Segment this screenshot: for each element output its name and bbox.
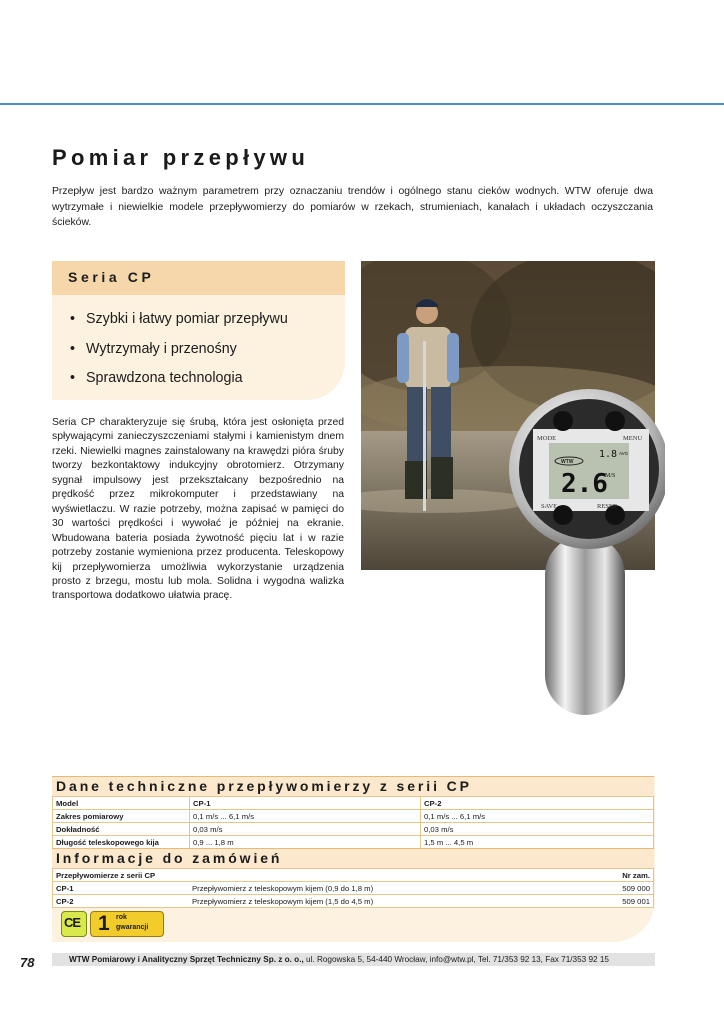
table-row: Zakres pomiarowy 0,1 m/s ... 6,1 m/s 0,1 m/s ... 6,1 m/s (53, 810, 654, 823)
table-header-row: Model CP-1 CP-2 (53, 797, 654, 810)
reset-label: RESET (597, 503, 617, 510)
menu-label: MENU (623, 435, 643, 442)
flowmeter-device (505, 385, 665, 715)
feature-item: • Sprawdzona technologia (70, 370, 243, 386)
main-value: 2.6 (561, 469, 608, 499)
feature-item: • Wytrzymały i przenośny (70, 340, 237, 357)
mode-label: MODE (537, 435, 557, 442)
order-heading: Informacje do zamówień (56, 850, 283, 866)
table-row: Długość teleskopowego kija 0,9 ... 1,8 m 1,5 m ... 4,5 m (53, 836, 654, 849)
ce-mark-icon: CE (61, 911, 87, 937)
save-label: SAVE (541, 503, 558, 510)
footer-details: ul. Rogowska 5, 54-440 Wrocław, info@wtw.pl, Tel. 71/353 92 13, Fax 71/353 92 15 (303, 955, 609, 964)
header-rule (0, 103, 724, 105)
brand-logo: WTW (561, 459, 574, 465)
table-row: Dokładność 0,03 m/s 0,03 m/s (53, 823, 654, 836)
small-value: 1.8 (599, 449, 618, 460)
footer-company: WTW Pomiarowy i Analityczny Sprzęt Techniczny Sp. z o. o., (69, 955, 304, 964)
badges (61, 911, 164, 937)
page-title: Pomiar przepływu (52, 145, 310, 170)
warranty-badge: 1 rok gwarancji (90, 911, 164, 937)
avg-label: AVG (619, 451, 629, 456)
tech-table (52, 796, 654, 849)
footer (52, 953, 655, 966)
feature-item: • Szybki i łatwy pomiar przepływu (70, 311, 288, 327)
unit-label: M/S (605, 473, 616, 479)
tech-heading: Dane techniczne przepływomierzy z serii CP (56, 778, 472, 794)
series-heading: Seria CP (68, 269, 155, 285)
order-header (52, 848, 654, 868)
table-row: CP-1 Przepływomierz z teleskopowym kijem (0,9 do 1,8 m) 509 000 (53, 882, 654, 895)
table-header-row: Przepływomierze z serii CP Nr zam. (53, 869, 654, 882)
series-header (52, 261, 345, 295)
description-paragraph: Seria CP charakteryzuje się śrubą, która jest osłonięta przed spływającymi zanieczyszczeniami stałymi i kamienistym dnem rzeki. Niewielki magnes zainstalowany na krawędzi pióra śruby tworzy bezkontaktowy indukcyjny obrotomierz. Otrzymany sygnał impulsowy jest przekształcany bezpośrednio na prędkość przez mikrokomputer i przedstawiany na wyświetlaczu. W razie potrzeby, można zapisać w pamięci do 30 wartości prędkości i wywołać je później na ekranie. Wbudowana bateria posiada żywotność pięciu lat i w razie potrzeby zostanie wymieniona przez producenta. Teleskopowy kij przepływomierza umożliwia wykorzystanie urządzenia prosto z brzegu, mostu lub mola. Solidna i wygodna walizka transportowa dodatkowo ułatwia pracę. (52, 417, 344, 602)
intro-paragraph: Przepływ jest bardzo ważnym parametrem przy oznaczaniu trendów i ogólnego stanu cieków wodnych. WTW oferuje dwa wytrzymałe i niewielkie modele przepływomierzy do pomiarów w rzekach, strumieniach, kanałach i układach oczyszczania ścieków. (52, 186, 653, 228)
tech-header (52, 776, 654, 796)
order-table (52, 868, 654, 908)
page-number: 78 (20, 955, 35, 970)
feature-list (70, 309, 288, 398)
table-row: CP-2 Przepływomierz z teleskopowym kijem (1,5 do 4,5 m) 509 001 (53, 895, 654, 908)
